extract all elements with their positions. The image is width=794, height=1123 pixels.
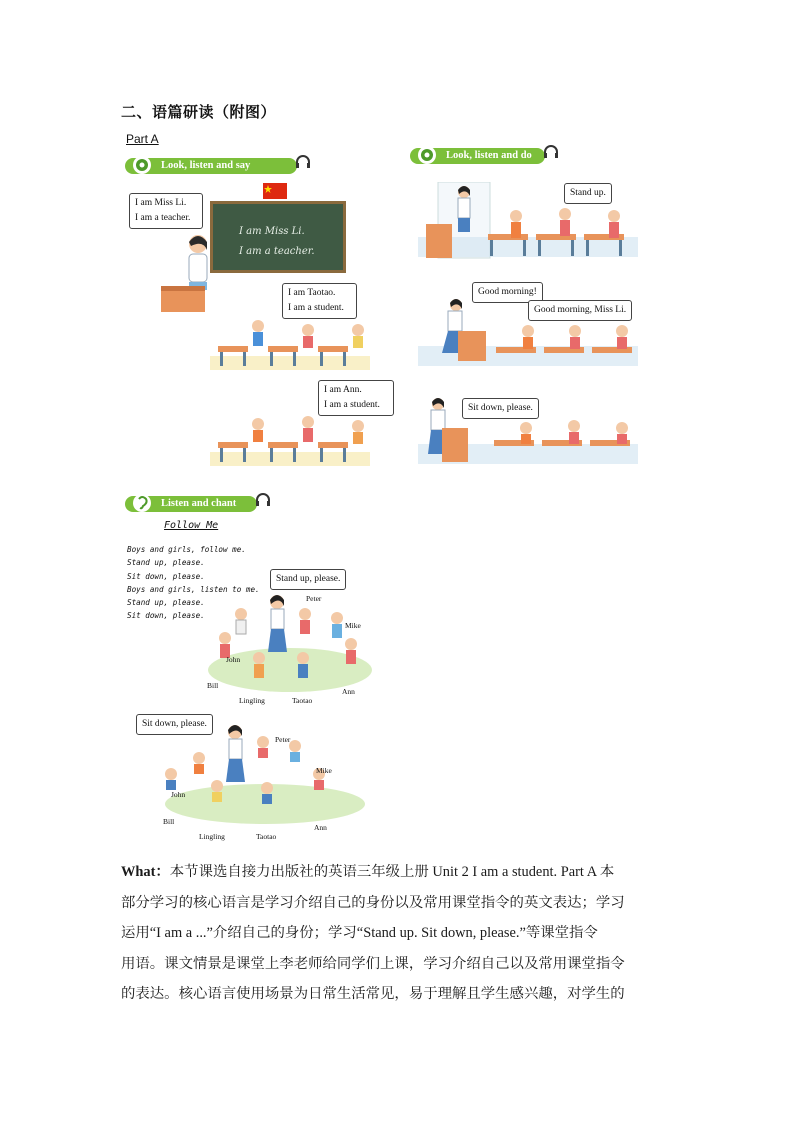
chant-line: Stand up, please. <box>127 558 205 568</box>
paragraph-text: 本节课选自接力出版社的英语三年级上册 Unit 2 I am a student. Part A 本 <box>169 864 615 880</box>
part-label: Part A <box>126 132 159 146</box>
classroom-row-illustration <box>210 316 370 374</box>
good-morning-bubble: Good morning! <box>472 282 543 303</box>
listen-chant-panel <box>125 494 385 844</box>
paragraph-line <box>121 857 675 888</box>
bubble-line: I am Taotao. <box>288 288 336 298</box>
ear-icon <box>131 493 153 513</box>
name-ann: Ann <box>314 823 327 832</box>
paragraph-label: What： <box>121 864 170 880</box>
ann-speech-bubble <box>318 380 394 416</box>
look-listen-say-banner <box>125 158 297 174</box>
section-heading: 二、语篇研读（附图） <box>121 103 277 121</box>
name-lingling: Lingling <box>199 832 225 841</box>
name-ann: Ann <box>342 687 355 696</box>
eye-ear-icon <box>131 155 153 175</box>
banner-label: Look, listen and do <box>446 150 532 161</box>
classroom-row-illustration <box>210 412 370 470</box>
look-listen-do-banner <box>410 148 545 164</box>
stand-up-bubble: Stand up. <box>564 183 612 204</box>
headphones-icon <box>543 144 559 160</box>
paragraph-line: 运用“I am a ...”介绍自己的身份；学习“Stand up. Sit down, please.”等课堂指令 <box>121 925 598 941</box>
blackboard <box>210 201 346 273</box>
chant-line: Sit down, please. <box>127 571 205 581</box>
bubble-line: I am a teacher. <box>135 213 191 223</box>
playground-scene-stand-up <box>205 590 375 700</box>
board-line: I am Miss Li. <box>239 226 305 237</box>
headphones-icon <box>255 492 271 508</box>
name-peter: Peter <box>306 594 322 603</box>
sit-down-please-bubble: Sit down, please. <box>136 714 213 735</box>
paragraph-line: 的表达。核心语言使用场景为日常生活常见，易于理解且学生感兴趣，对学生的 <box>121 986 625 1002</box>
paragraph-line: 部分学习的核心语言是学习介绍自己的身份以及常用课堂指令的英文表达；学习 <box>121 894 625 911</box>
teacher-speech-bubble <box>129 193 203 229</box>
stand-up-please-bubble: Stand up, please. <box>270 569 346 590</box>
name-lingling: Lingling <box>239 696 265 705</box>
name-taotao: Taotao <box>292 696 313 705</box>
name-mike: Mike <box>345 621 361 630</box>
name-john: John <box>226 655 241 664</box>
good-morning-reply-bubble: Good morning, Miss Li. <box>528 300 632 321</box>
bubble-line: I am a student. <box>324 400 380 410</box>
listen-chant-banner <box>125 496 257 512</box>
paragraph-line: 用语。课文情景是课堂上李老师给同学们上课，学习介绍自己以及常用课堂指令 <box>121 955 625 972</box>
banner-label: Look, listen and say <box>161 160 251 171</box>
chant-line: Sit down, please. <box>127 611 205 621</box>
name-john: John <box>171 790 186 799</box>
name-bill: Bill <box>207 681 219 690</box>
china-flag-icon <box>263 183 287 199</box>
name-taotao: Taotao <box>256 832 277 841</box>
name-bill: Bill <box>163 817 175 826</box>
classroom-scene-stand-up <box>418 182 638 262</box>
eye-ear-icon <box>416 145 438 165</box>
sit-down-bubble: Sit down, please. <box>462 398 539 419</box>
look-listen-say-panel <box>125 156 395 476</box>
look-listen-do-panel <box>410 146 640 471</box>
bubble-line: I am a student. <box>288 303 344 313</box>
bubble-line: I am Miss Li. <box>135 198 187 208</box>
taotao-speech-bubble <box>282 283 357 319</box>
name-mike: Mike <box>316 766 332 775</box>
bubble-line: I am Ann. <box>324 385 362 395</box>
chant-line: Stand up, please. <box>127 598 205 608</box>
name-peter: Peter <box>275 735 291 744</box>
chant-title: Follow Me <box>164 520 219 531</box>
what-paragraph <box>121 857 675 1010</box>
playground-scene-sit-down <box>155 722 370 832</box>
teacher-figure <box>161 232 221 314</box>
classroom-scene-good-morning <box>418 291 638 371</box>
chant-line: Boys and girls, follow me. <box>127 545 246 554</box>
chant-line: Boys and girls, listen to me. <box>127 584 260 594</box>
classroom-scene-sit-down <box>418 394 638 470</box>
headphones-icon <box>295 154 311 170</box>
board-line: I am a teacher. <box>239 246 315 257</box>
banner-label: Listen and chant <box>161 498 237 509</box>
